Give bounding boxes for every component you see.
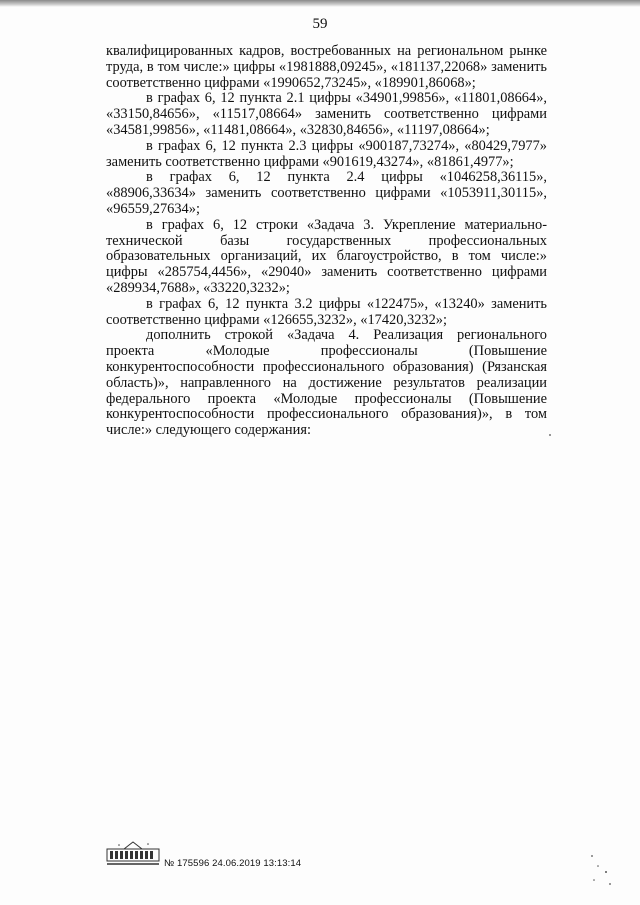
paragraph-2: в графах 6, 12 пункта 2.1 цифры «34901,99856», «11801,08664», «33150,84656», «11517,08664» заменить соответственно цифрами «34581,99856», «11481,08664», «32830,84656», «11197,08664»; xyxy=(106,90,547,138)
scan-top-edge xyxy=(0,0,640,7)
paragraph-3: в графах 6, 12 пункта 2.3 цифры «900187,73274», «80429,7977» заменить соответственно цифрами «901619,43274», «81861,4977»; xyxy=(106,137,547,170)
scan-speck xyxy=(540,425,560,445)
paragraph-5: в графах 6, 12 строки «Задача 3. Укрепление материально-технической базы государственных профессиональных образовательных организаций, их благоустройство, в том числе:» цифры «285754,4456», «29040» заменить соответственно цифрами «289934,7688», «33220,3232»; xyxy=(106,216,547,296)
scan-speck-cluster xyxy=(586,850,616,890)
paragraph-6: в графах 6, 12 пункта 3.2 цифры «122475», «13240» заменить соответственно цифрами «126655,3232», «17420,3232»; xyxy=(106,295,547,328)
paragraph-1: квалифицированных кадров, востребованных на региональном рынке труда, в том числе:» цифры «1981888,09245», «181137,22068» заменить соответственно цифрами «1990652,73245», «189901,86068»; xyxy=(106,43,547,91)
page-number: 59 xyxy=(312,16,328,32)
registration-stamp-icon xyxy=(104,840,162,868)
document-body xyxy=(106,44,547,439)
paragraph-4: в графах 6, 12 пункта 2.4 цифры «1046258,36115», «88906,33634» заменить соответственно цифрами «1053911,30115», «96559,27634»; xyxy=(106,169,547,217)
registration-footer: № 175596 24.06.2019 13:13:14 xyxy=(164,858,302,869)
paragraph-7: дополнить строкой «Задача 4. Реализация регионального проекта «Молодые профессионалы (Повышение конкурентоспособности профессионального образования) (Рязанская область)», направленного на достижение результатов реализации федерального проекта «Молодые профессионалы (Повышение конкурентоспособности профессионального образования)», в том числе:» следующего содержания: xyxy=(106,327,547,439)
